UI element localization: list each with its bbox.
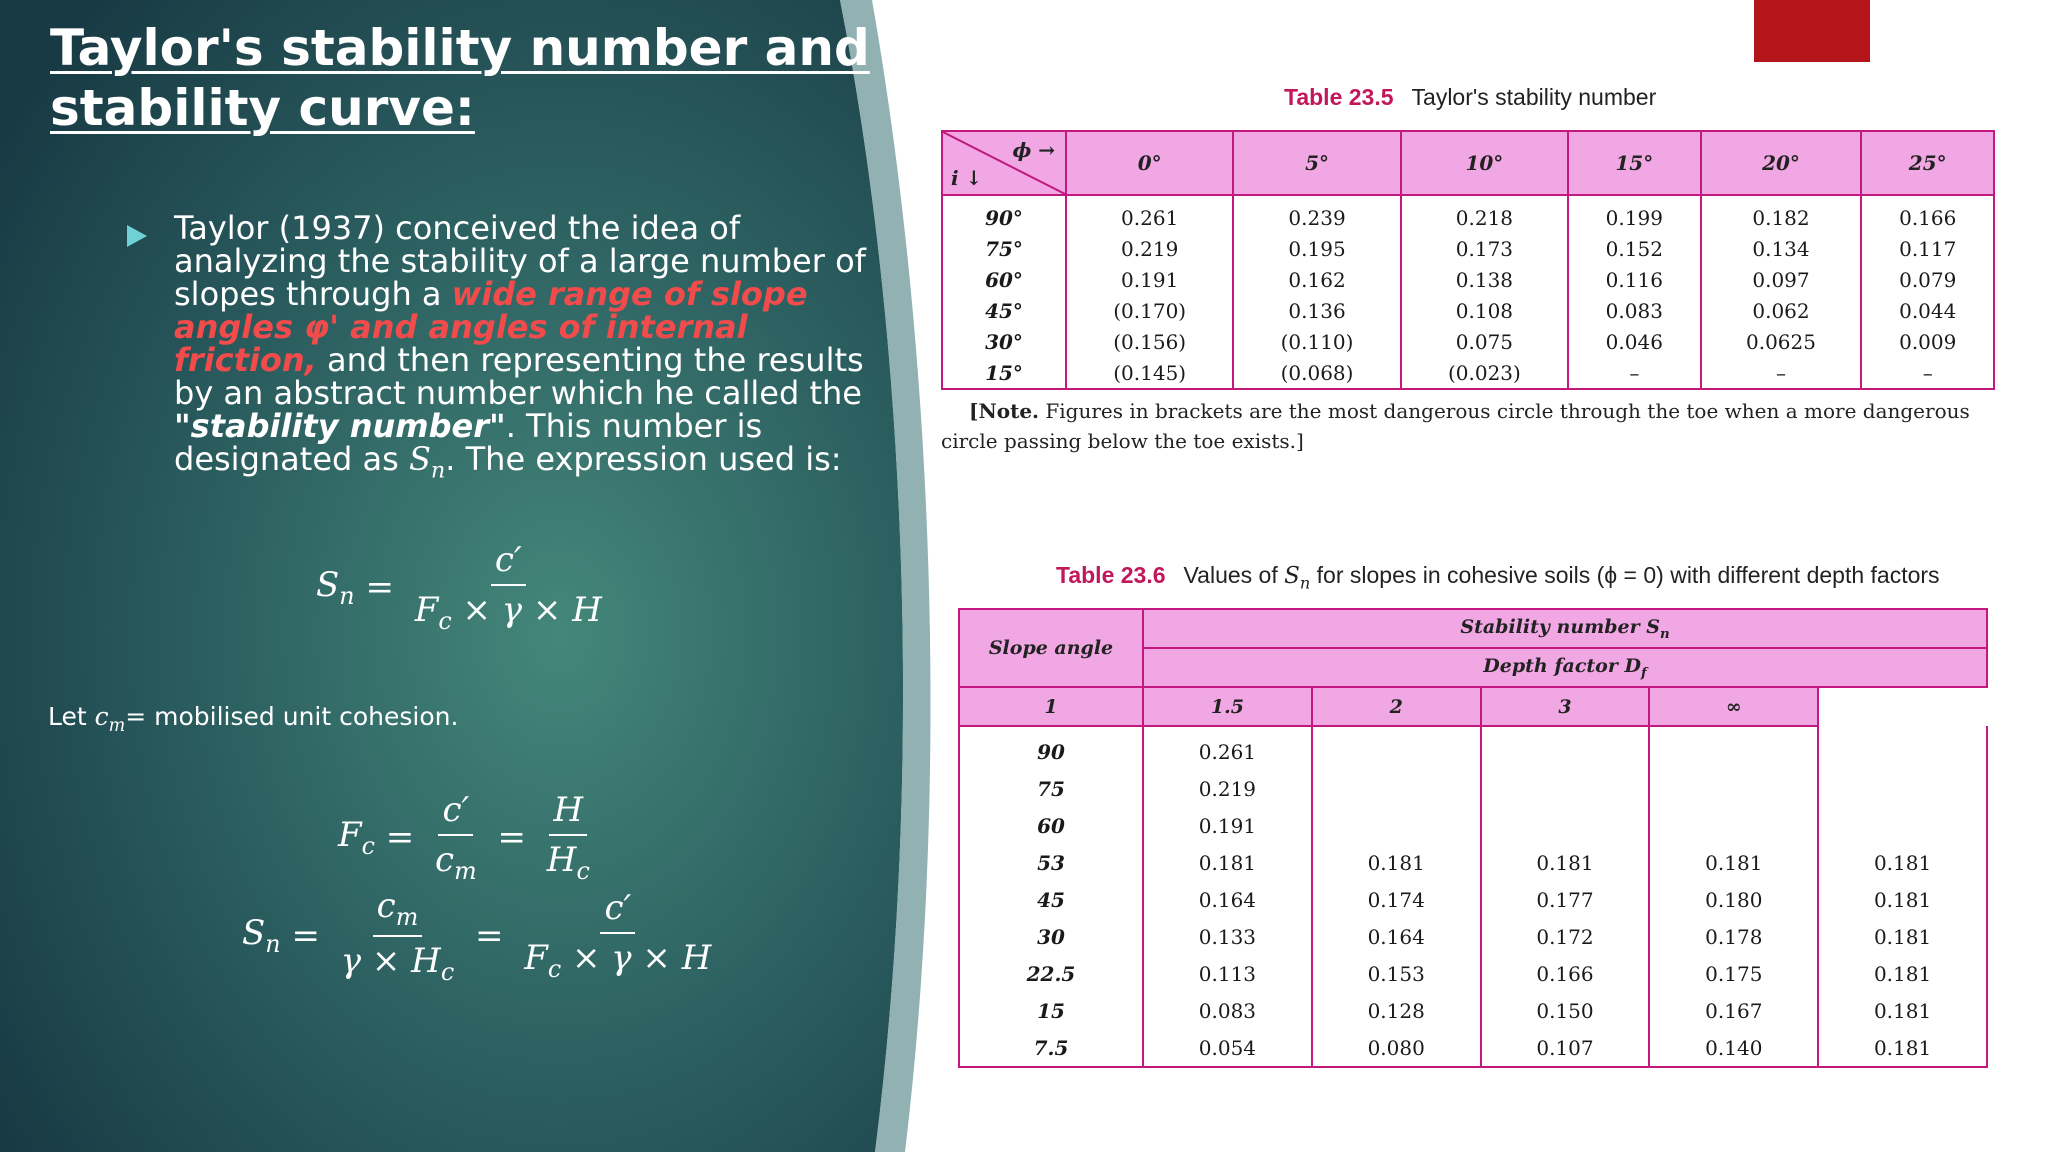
table1-cell: 0.166 xyxy=(1861,195,1994,233)
table-row xyxy=(959,1029,1987,1067)
table-row xyxy=(959,918,1987,955)
table2-cell: 0.181 xyxy=(1143,844,1312,881)
table2-stability-number-header: Stability number $S_n$ xyxy=(1143,609,1987,648)
bullet-text-3: . This number is designated as xyxy=(174,407,763,478)
table-row xyxy=(942,357,1994,389)
table2-cell: 0.107 xyxy=(1481,1029,1650,1067)
table2-cell: 0.172 xyxy=(1481,918,1650,955)
table1-col-header: 5° xyxy=(1233,131,1400,195)
bullet-text-1: Taylor (1937) conceived the idea of analyzing the stability of a large number of slopes through a xyxy=(174,209,866,313)
table2-cell xyxy=(1312,726,1481,770)
accent-red-block xyxy=(1754,0,1870,62)
table1-corner-header: ϕ → i ↓ xyxy=(942,131,1066,195)
table-row xyxy=(942,195,1994,233)
table2-cell xyxy=(1818,726,1987,770)
table2-cell: 0.181 xyxy=(1818,955,1987,992)
table2-row-angle: 45 xyxy=(959,881,1143,918)
table2-cell: 0.164 xyxy=(1312,918,1481,955)
table2-depth-value: 1.5 xyxy=(1143,687,1312,726)
table1-cell: – xyxy=(1701,357,1862,389)
table-row xyxy=(942,264,1994,295)
table2-cell: 0.181 xyxy=(1818,844,1987,881)
table2-cell xyxy=(1481,807,1650,844)
table1-cell: 0.136 xyxy=(1233,295,1400,326)
table1-cell: 0.219 xyxy=(1066,233,1233,264)
formula-factor-of-safety: $F_c$ = $\frac{c'}{c_m}$ = $\frac{H}{H_c}$ xyxy=(338,790,590,885)
table2-row-angle: 53 xyxy=(959,844,1143,881)
table1-cell: 0.239 xyxy=(1233,195,1400,233)
table1-cell: (0.023) xyxy=(1401,357,1568,389)
formula-stability-number-expanded: $S_n$ = $\frac{c_m}{\gamma \times H_c}$ = $\frac{c'}{F_c \times \gamma \times H}$ xyxy=(242,886,712,986)
table2-cell: 0.261 xyxy=(1143,726,1312,770)
table1-row-angle: 15° xyxy=(942,357,1066,389)
symbol-sn: $S_n$ xyxy=(408,440,446,484)
formula-stability-number: $S_n$ = $\frac{c'}{F_c \times \gamma \times H}$ xyxy=(316,540,602,635)
table2-cell: 0.166 xyxy=(1481,955,1650,992)
table1-cell: 0.195 xyxy=(1233,233,1400,264)
table2-cell: 0.128 xyxy=(1312,992,1481,1029)
table1-col-header: 20° xyxy=(1701,131,1862,195)
table1-cell: 0.117 xyxy=(1861,233,1994,264)
table-row xyxy=(959,844,1987,881)
table1-cell: 0.079 xyxy=(1861,264,1994,295)
table2-cell: 0.080 xyxy=(1312,1029,1481,1067)
table2-cell: 0.133 xyxy=(1143,918,1312,955)
table2-cell: 0.150 xyxy=(1481,992,1650,1029)
table-row xyxy=(942,233,1994,264)
table2-cell: 0.180 xyxy=(1649,881,1818,918)
highlight-slope-angles: wide range of slope angles φ' and angles of internal friction, xyxy=(174,275,808,379)
table1-cell: – xyxy=(1861,357,1994,389)
table2-cell xyxy=(1312,807,1481,844)
table-row xyxy=(959,955,1987,992)
table2-cell xyxy=(1818,807,1987,844)
table2-depth-value: 1 xyxy=(959,687,1143,726)
table2-cell xyxy=(1649,807,1818,844)
table2-cell: 0.181 xyxy=(1818,881,1987,918)
table1-row-angle: 75° xyxy=(942,233,1066,264)
table1-row-angle: 30° xyxy=(942,326,1066,357)
table1-note: [Note. Figures in brackets are the most dangerous circle through the toe when a more dangerous circle passing below the toe exists.] xyxy=(941,399,1970,453)
table1-col-header: 0° xyxy=(1066,131,1233,195)
table1-title: Taylor's stability number xyxy=(1411,84,1657,110)
table1-cell: 0.261 xyxy=(1066,195,1233,233)
bullet-paragraph xyxy=(174,209,874,487)
table-row xyxy=(959,726,1987,770)
table-row xyxy=(959,770,1987,807)
table1-cell: (0.068) xyxy=(1233,357,1400,389)
table2-row-angle: 60 xyxy=(959,807,1143,844)
table-row xyxy=(959,807,1987,844)
table1-cell: 0.199 xyxy=(1568,195,1700,233)
table2-cell: 0.113 xyxy=(1143,955,1312,992)
table1-col-header: 15° xyxy=(1568,131,1700,195)
table1-cell: 0.218 xyxy=(1401,195,1568,233)
table2-cell xyxy=(1649,726,1818,770)
table-taylor-stability-number xyxy=(941,130,1995,390)
slide-title xyxy=(50,18,870,138)
table1-cell: 0.191 xyxy=(1066,264,1233,295)
table1-cell: 0.044 xyxy=(1861,295,1994,326)
table1-col-header: 10° xyxy=(1401,131,1568,195)
let-cm-definition: Let $c_m=$ mobilised unit cohesion. xyxy=(48,702,459,736)
table2-cell: 0.181 xyxy=(1312,844,1481,881)
table2-cell: 0.178 xyxy=(1649,918,1818,955)
table2-body xyxy=(959,726,1987,1067)
table1-row-angle: 45° xyxy=(942,295,1066,326)
table1-cell: 0.108 xyxy=(1401,295,1568,326)
table2-cell xyxy=(1481,770,1650,807)
table-row xyxy=(942,326,1994,357)
table2-cell: 0.164 xyxy=(1143,881,1312,918)
table-row xyxy=(942,295,1994,326)
table2-row-angle: 75 xyxy=(959,770,1143,807)
table1-cell: (0.156) xyxy=(1066,326,1233,357)
table1-cell: 0.075 xyxy=(1401,326,1568,357)
bullet-text-4: . The expression used is: xyxy=(445,440,842,478)
table1-cell: 0.0625 xyxy=(1701,326,1862,357)
table1-row-angle: 60° xyxy=(942,264,1066,295)
table2-caption: Table 23.6 Values of $S_n$ for slopes in cohesive soils (ϕ = 0) with different depth factors xyxy=(1056,562,1940,593)
table-row xyxy=(959,881,1987,918)
table2-row-angle: 30 xyxy=(959,918,1143,955)
table2-cell: 0.153 xyxy=(1312,955,1481,992)
table2-depth-value: ∞ xyxy=(1649,687,1818,726)
table2-cell: 0.181 xyxy=(1481,844,1650,881)
table2-cell xyxy=(1312,770,1481,807)
table2-cell: 0.167 xyxy=(1649,992,1818,1029)
title-line-1: Taylor's stability number and xyxy=(50,19,870,77)
table1-cell: (0.110) xyxy=(1233,326,1400,357)
table2-cell: 0.181 xyxy=(1649,844,1818,881)
table1-cell: (0.170) xyxy=(1066,295,1233,326)
table1-cell: 0.097 xyxy=(1701,264,1862,295)
table2-depth-values-row xyxy=(959,687,1987,726)
table1-row-angle: 90° xyxy=(942,195,1066,233)
table2-cell xyxy=(1481,726,1650,770)
table2-row-angle: 22.5 xyxy=(959,955,1143,992)
table2-header-row-1 xyxy=(959,609,1987,648)
table2-cell: 0.181 xyxy=(1818,1029,1987,1067)
table2-cell xyxy=(1818,770,1987,807)
table2-cell: 0.177 xyxy=(1481,881,1650,918)
table1-label: Table 23.5 xyxy=(1284,84,1394,110)
table2-cell: 0.175 xyxy=(1649,955,1818,992)
table1-cell: 0.182 xyxy=(1701,195,1862,233)
table1-cell: 0.009 xyxy=(1861,326,1994,357)
bullet-text-2: and then representing the results by an abstract number which he called the xyxy=(174,341,864,412)
table2-cell: 0.140 xyxy=(1649,1029,1818,1067)
table2-label: Table 23.6 xyxy=(1056,562,1166,588)
quote-open: " xyxy=(174,407,191,445)
table2-cell: 0.083 xyxy=(1143,992,1312,1029)
table1-cell: – xyxy=(1568,357,1700,389)
highlight-stability-number: stability number xyxy=(190,407,490,445)
table1-cell: 0.173 xyxy=(1401,233,1568,264)
table1-cell: 0.134 xyxy=(1701,233,1862,264)
table2-cell: 0.174 xyxy=(1312,881,1481,918)
table1-cell: 0.046 xyxy=(1568,326,1700,357)
table-row xyxy=(959,992,1987,1029)
table2-cell xyxy=(1649,770,1818,807)
table1-cell: 0.116 xyxy=(1568,264,1700,295)
table-sn-cohesive-soils xyxy=(958,608,1988,1068)
title-line-2: stability curve: xyxy=(50,79,475,137)
table2-depth-value: 3 xyxy=(1481,687,1650,726)
table2-cell: 0.191 xyxy=(1143,807,1312,844)
table2-cell: 0.219 xyxy=(1143,770,1312,807)
table1-body xyxy=(942,195,1994,389)
table1-caption xyxy=(1284,84,1656,111)
table1-cell: 0.138 xyxy=(1401,264,1568,295)
table1-header-row xyxy=(942,131,1994,195)
table2-slope-angle-header: Slope angle xyxy=(959,609,1143,687)
table2-cell: 0.054 xyxy=(1143,1029,1312,1067)
table2-row-angle: 90 xyxy=(959,726,1143,770)
table1-cell: 0.062 xyxy=(1701,295,1862,326)
table2-row-angle: 7.5 xyxy=(959,1029,1143,1067)
table2-cell: 0.181 xyxy=(1818,992,1987,1029)
table2-depth-value: 2 xyxy=(1312,687,1481,726)
table2-depth-factor-header: Depth factor $D_f$ xyxy=(1143,648,1987,687)
table2-cell: 0.181 xyxy=(1818,918,1987,955)
table1-cell: 0.083 xyxy=(1568,295,1700,326)
table1-col-header: 25° xyxy=(1861,131,1994,195)
table1-cell: 0.152 xyxy=(1568,233,1700,264)
quote-close: " xyxy=(489,407,506,445)
table1-cell: 0.162 xyxy=(1233,264,1400,295)
table2-row-angle: 15 xyxy=(959,992,1143,1029)
table1-cell: (0.145) xyxy=(1066,357,1233,389)
bullet-arrow-icon xyxy=(127,225,147,247)
